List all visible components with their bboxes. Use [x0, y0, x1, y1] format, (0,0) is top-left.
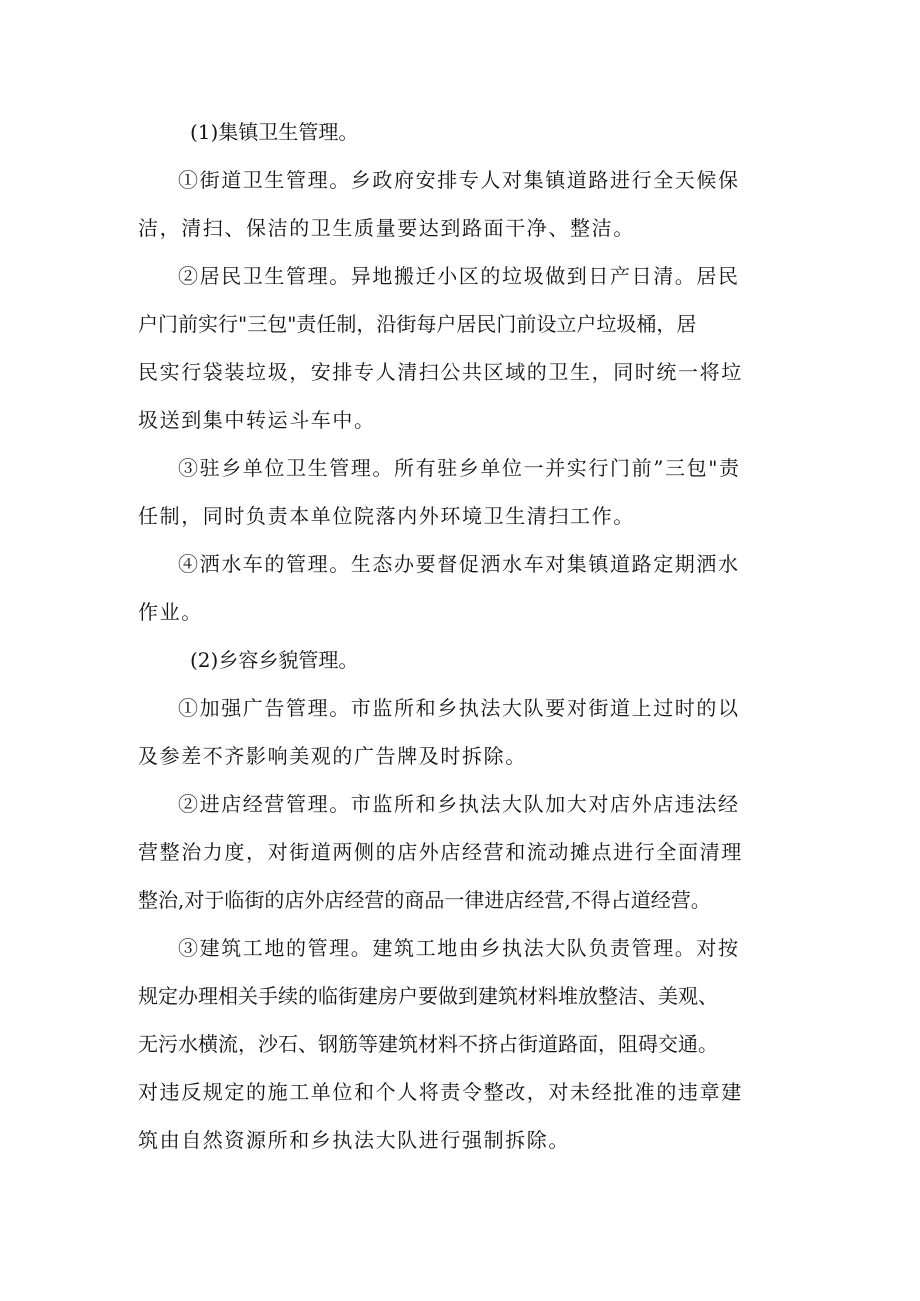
paragraph-line: 民实行袋装垃圾，安排专人清扫公共区域的卫生，同时统一将垃	[138, 360, 743, 384]
paragraph-line: 对违反规定的施工单位和个人将责令整改，对未经批准的违章建	[138, 1080, 743, 1104]
paragraph-line: 无污水横流，沙石、钢筋等建筑材料不挤占街道路面，阻碍交通。	[138, 1032, 718, 1056]
section-heading: (2)乡容乡貌管理。	[190, 648, 359, 672]
paragraph-line: 规定办理相关手续的临街建房户要做到建筑材料堆放整洁、美观、	[138, 984, 718, 1008]
paragraph-line: ③建筑工地的管理。建筑工地由乡执法大队负责管理。对按	[178, 936, 740, 960]
paragraph-line: 洁，清扫、保洁的卫生质量要达到路面干净、整洁。	[138, 216, 635, 240]
section-heading: (1)集镇卫生管理。	[190, 120, 359, 144]
paragraph-line: 圾送到集中转运斗车中。	[138, 408, 376, 432]
paragraph-line: 整治,对于临街的店外店经营的商品一律进店经营,不得占道经营。	[138, 888, 711, 912]
paragraph-line: 作业。	[138, 600, 203, 624]
paragraph-line: 及参差不齐影响美观的广告牌及时拆除。	[138, 744, 527, 768]
paragraph-line: 户门前实行"三包"责任制，沿街每户居民门前设立户垃圾桶，居	[138, 312, 697, 336]
paragraph-line: 筑由自然资源所和乡执法大队进行强制拆除。	[138, 1128, 570, 1152]
paragraph-line: ④洒水车的管理。生态办要督促洒水车对集镇道路定期洒水	[178, 552, 740, 576]
paragraph-line: ②进店经营管理。市监所和乡执法大队加大对店外店违法经	[178, 792, 740, 816]
paragraph-line: 营整治力度，对街道两侧的店外店经营和流动摊点进行全面清理	[138, 840, 743, 864]
paragraph-line: ①街道卫生管理。乡政府安排专人对集镇道路进行全天候保	[178, 168, 740, 192]
paragraph-line: 任制，同时负责本单位院落内外环境卫生清扫工作。	[138, 504, 635, 528]
paragraph-line: ②居民卫生管理。异地搬迁小区的垃圾做到日产日清。居民	[178, 264, 740, 288]
paragraph-line: ③驻乡单位卫生管理。所有驻乡单位一并实行门前”三包"责	[178, 456, 741, 480]
paragraph-line: ①加强广告管理。市监所和乡执法大队要对街道上过时的以	[178, 696, 740, 720]
